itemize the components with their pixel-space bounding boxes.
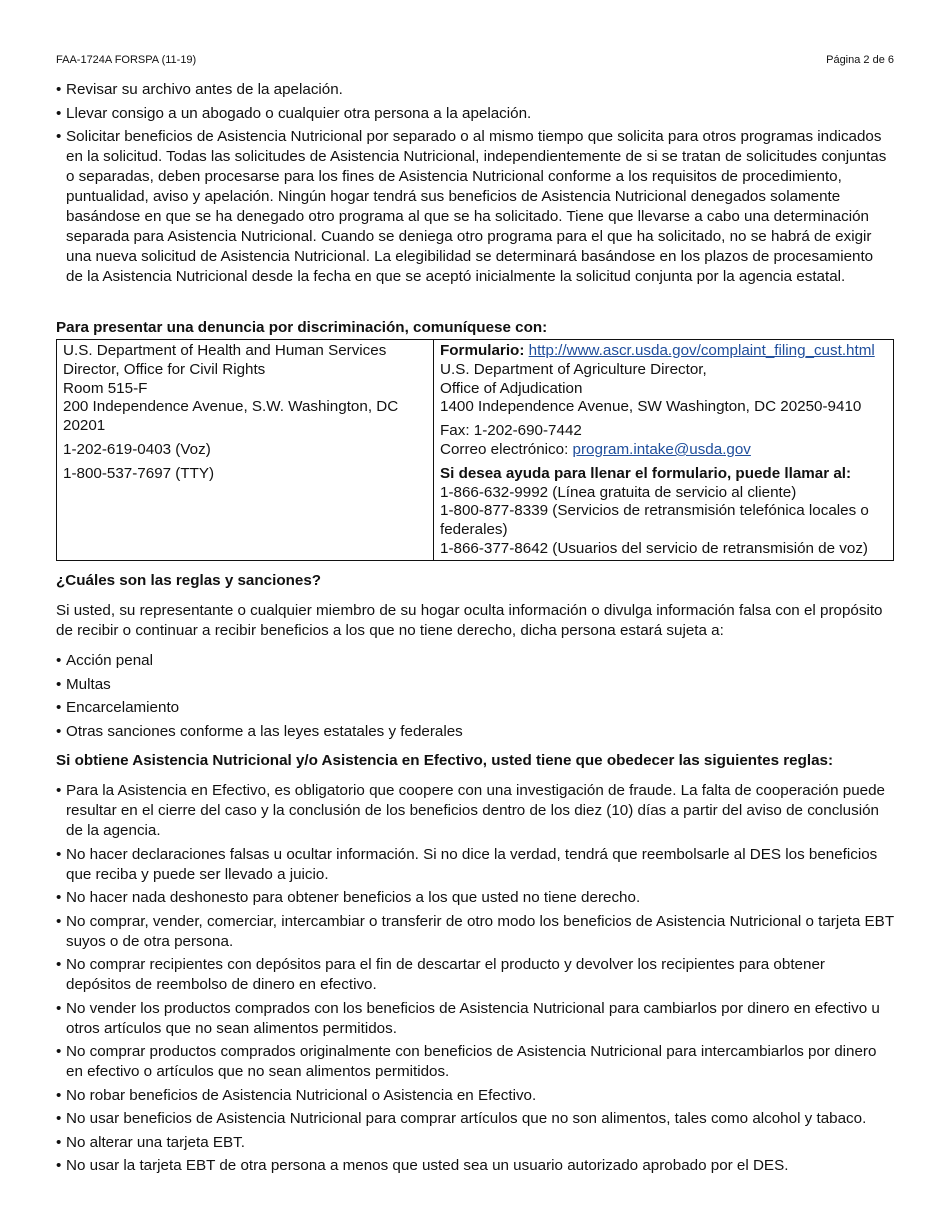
usda-contact-cell <box>434 340 894 561</box>
hhs-line: Room 515-F <box>63 379 148 397</box>
list-item: • No usar la tarjeta EBT de otra persona a menos que usted sea un usuario autorizado aprobado por el DES. <box>56 1156 894 1176</box>
list-item: • Encarcelamiento <box>56 698 894 718</box>
list-item: • No alterar una tarjeta EBT. <box>56 1133 894 1153</box>
help-heading: Si desea ayuda para llenar el formulario, puede llamar al: <box>440 464 852 482</box>
hhs-phone-tty: 1-800-537-7697 (TTY) <box>63 464 215 482</box>
hhs-address: 200 Independence Avenue, S.W. Washington, DC 20201 <box>63 398 399 435</box>
hhs-line: U.S. Department of Health and Human Services <box>63 342 387 359</box>
rules-heading: ¿Cuáles son las reglas y sanciones? <box>56 572 322 589</box>
rules-intro: Si usted, su representante o cualquier miembro de su hogar oculta información o divulga información falsa con el propósito de recibir o continuar a recibir beneficios a los que no tiene derecho, dicha persona estará sujeta a: <box>56 602 883 639</box>
complaint-heading: Para presentar una denuncia por discriminación, comuníquese con: <box>56 319 548 336</box>
page-number: Página 2 de 6 <box>826 54 894 66</box>
help-phone: 1-866-632-9992 (Línea gratuita de servicio al cliente) <box>440 483 797 501</box>
hhs-phone-voice: 1-202-619-0403 (Voz) <box>63 440 211 458</box>
hhs-contact-cell <box>57 340 434 561</box>
email-link[interactable]: program.intake@usda.gov <box>572 440 751 458</box>
obey-heading: Si obtiene Asistencia Nutricional y/o Asistencia en Efectivo, usted tiene que obedecer las siguientes reglas: <box>56 752 834 769</box>
form-id: FAA-1724A FORSPA (11-19) <box>56 54 197 66</box>
email-label: Correo electrónico: <box>440 440 569 458</box>
list-item: • Llevar consigo a un abogado o cualquier otra persona a la apelación. <box>56 104 894 124</box>
complaint-form-link[interactable]: http://www.ascr.usda.gov/complaint_filing_cust.html <box>528 342 875 359</box>
usda-line: U.S. Department of Agriculture Director, <box>440 360 707 378</box>
list-item: • Otras sanciones conforme a las leyes estatales y federales <box>56 722 894 742</box>
list-item: • Solicitar beneficios de Asistencia Nutricional por separado o al mismo tiempo que solicita para otros programas indicados en la solicitud. Todas las solicitudes de Asistencia Nutricional, independientemente de si se tratan de solicitudes conjuntas o separadas, deben procesarse para los fines de Asistencia Nutricional conforme a los requisitos de procedimiento, puntualidad, aviso y apelación. Ningún hogar tendrá sus beneficios de Asistencia Nutricional denegados solamente basándose en que se ha denegado otro programa al que se ha solicitado. Tiene que llevarse a cabo una determinación separada para Asistencia Nutricional. Cuando se deniega otro programa para el que ha solicitado, no se habrá de exigir una nueva solicitud de Asistencia Nutricional. La elegibilidad se determinará basándose en los plazos de procesamiento de la Asistencia Nutricional desde la fecha en que se aceptó inicialmente la solicitud conjunta por la agencia estatal. <box>56 127 894 287</box>
list-item: • Para la Asistencia en Efectivo, es obligatorio que coopere con una investigación de fraude. La falta de cooperación puede resultar en el cierre del caso y la conclusión de los beneficios dentro de los diez (10) días a partir del aviso de conclusión de la agencia. <box>56 781 894 841</box>
usda-address: 1400 Independence Avenue, SW Washington, DC 20250-9410 <box>440 398 862 416</box>
list-item: • No vender los productos comprados con los beneficios de Asistencia Nutricional para cambiarlos por dinero en efectivo u otros artículos que no sean alimentos permitidos. <box>56 999 894 1039</box>
usda-line: Office of Adjudication <box>440 379 583 397</box>
list-item: • No comprar recipientes con depósitos para el fin de descartar el producto y devolver los recipientes para obtener depósitos de reembolso de dinero en efectivo. <box>56 955 894 995</box>
list-item: • No comprar productos comprados originalmente con beneficios de Asistencia Nutricional para intercambiarlos por dinero en efectivo o artículos que no sean alimentos permitidos. <box>56 1042 894 1082</box>
rights-list <box>56 80 894 291</box>
list-item: • No robar beneficios de Asistencia Nutricional o Asistencia en Efectivo. <box>56 1086 894 1106</box>
rules-section <box>56 571 894 1180</box>
obey-list <box>56 781 894 1176</box>
help-phone: 1-866-377-8642 (Usuarios del servicio de retransmisión de voz) <box>440 539 868 557</box>
penalties-list <box>56 651 894 742</box>
usda-form-line <box>440 342 887 361</box>
complaint-contact-table <box>56 339 894 561</box>
usda-fax: Fax: 1-202-690-7442 <box>440 422 582 440</box>
list-item: • No usar beneficios de Asistencia Nutricional para comprar artículos que no son alimentos, tales como alcohol y tabaco. <box>56 1109 894 1129</box>
list-item: • No hacer nada deshonesto para obtener beneficios a los que usted no tiene derecho. <box>56 888 894 908</box>
list-item: • No hacer declaraciones falsas u ocultar información. Si no dice la verdad, tendrá que reembolsarle al DES los beneficios que reciba y puede ser llevado a juicio. <box>56 845 894 885</box>
list-item: • Acción penal <box>56 651 894 671</box>
list-item: • Revisar su archivo antes de la apelación. <box>56 80 894 100</box>
hhs-line: Director, Office for Civil Rights <box>63 360 266 378</box>
help-phone: 1-800-877-8339 (Servicios de retransmisión telefónica locales o federales) <box>440 502 869 539</box>
usda-email-line <box>440 441 887 460</box>
form-label: Formulario: <box>440 342 525 359</box>
list-item: • No comprar, vender, comerciar, intercambiar o transferir de otro modo los beneficios de Asistencia Nutricional o tarjeta EBT suyos o de otra persona. <box>56 912 894 952</box>
list-item: • Multas <box>56 675 894 695</box>
